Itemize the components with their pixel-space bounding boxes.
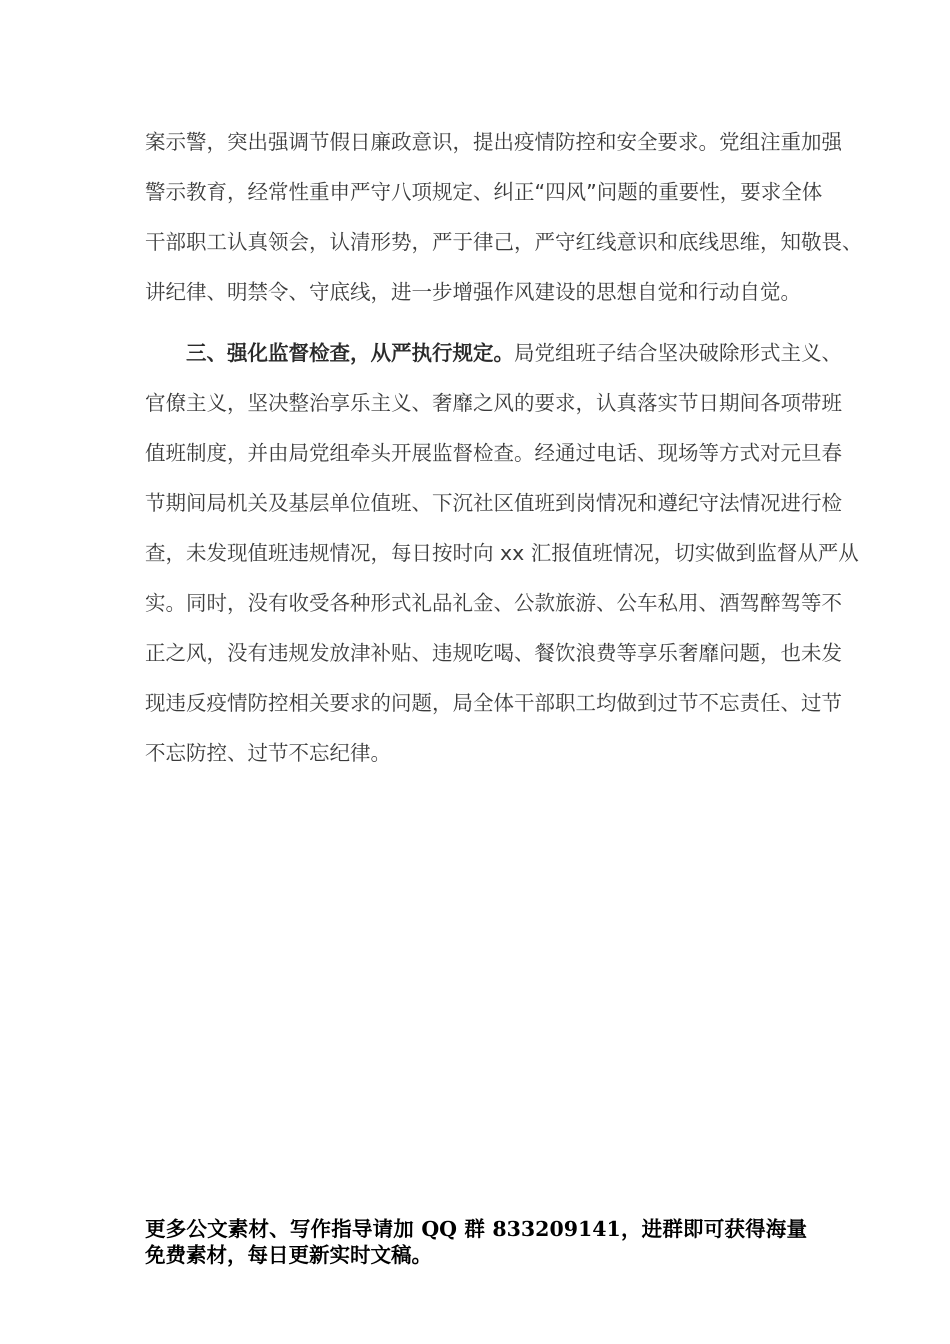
footer-line: 更多公文素材、写作指导请加 QQ 群 833209141，进群即可获得海量 [145,1217,807,1241]
footer-promo [145,1216,807,1268]
footer-line: 免费素材，每日更新实时文稿。 [145,1243,432,1267]
text-line: 警示教育，经常性重申严守八项规定、纠正“四风”问题的重要性，要求全体 [145,180,823,204]
text-line: 干部职工认真领会，认清形势，严于律己，严守红线意识和底线思维，知敬畏、 [145,230,863,254]
text-line: 讲纪律、明禁令、守底线，进一步增强作风建设的思想自觉和行动自觉。 [145,280,801,304]
text-line: 查，未发现值班违规情况，每日按时向 xx 汇报值班情况，切实做到监督从严从 [145,541,859,565]
body-paragraph-1 [145,117,863,317]
text-line: 官僚主义，坚决整治享乐主义、奢靡之风的要求，认真落实节日期间各项带班 [145,391,842,415]
text-line: 正之风，没有违规发放津补贴、违规吃喝、餐饮浪费等享乐奢靡问题，也未发 [145,641,842,665]
text-line: 节期间局机关及基层单位值班、下沉社区值班到岗情况和遵纪守法情况进行检 [145,491,842,515]
body-paragraph-2 [145,328,859,778]
text-line: 现违反疫情防控相关要求的问题，局全体干部职工均做到过节不忘责任、过节 [145,691,842,715]
text-line: 不忘防控、过节不忘纪律。 [145,741,391,765]
text-line: 实。同时，没有收受各种形式礼品礼金、公款旅游、公车私用、酒驾醉驾等不 [145,591,842,615]
text-line [145,328,842,378]
text-segment: 局党组班子结合坚决破除形式主义、 [514,341,842,365]
section-heading: 三、强化监督检查，从严执行规定。 [186,341,514,365]
text-line: 值班制度，并由局党组牵头开展监督检查。经通过电话、现场等方式对元旦春 [145,441,842,465]
text-line: 案示警，突出强调节假日廉政意识，提出疫情防控和安全要求。党组注重加强 [145,130,842,154]
